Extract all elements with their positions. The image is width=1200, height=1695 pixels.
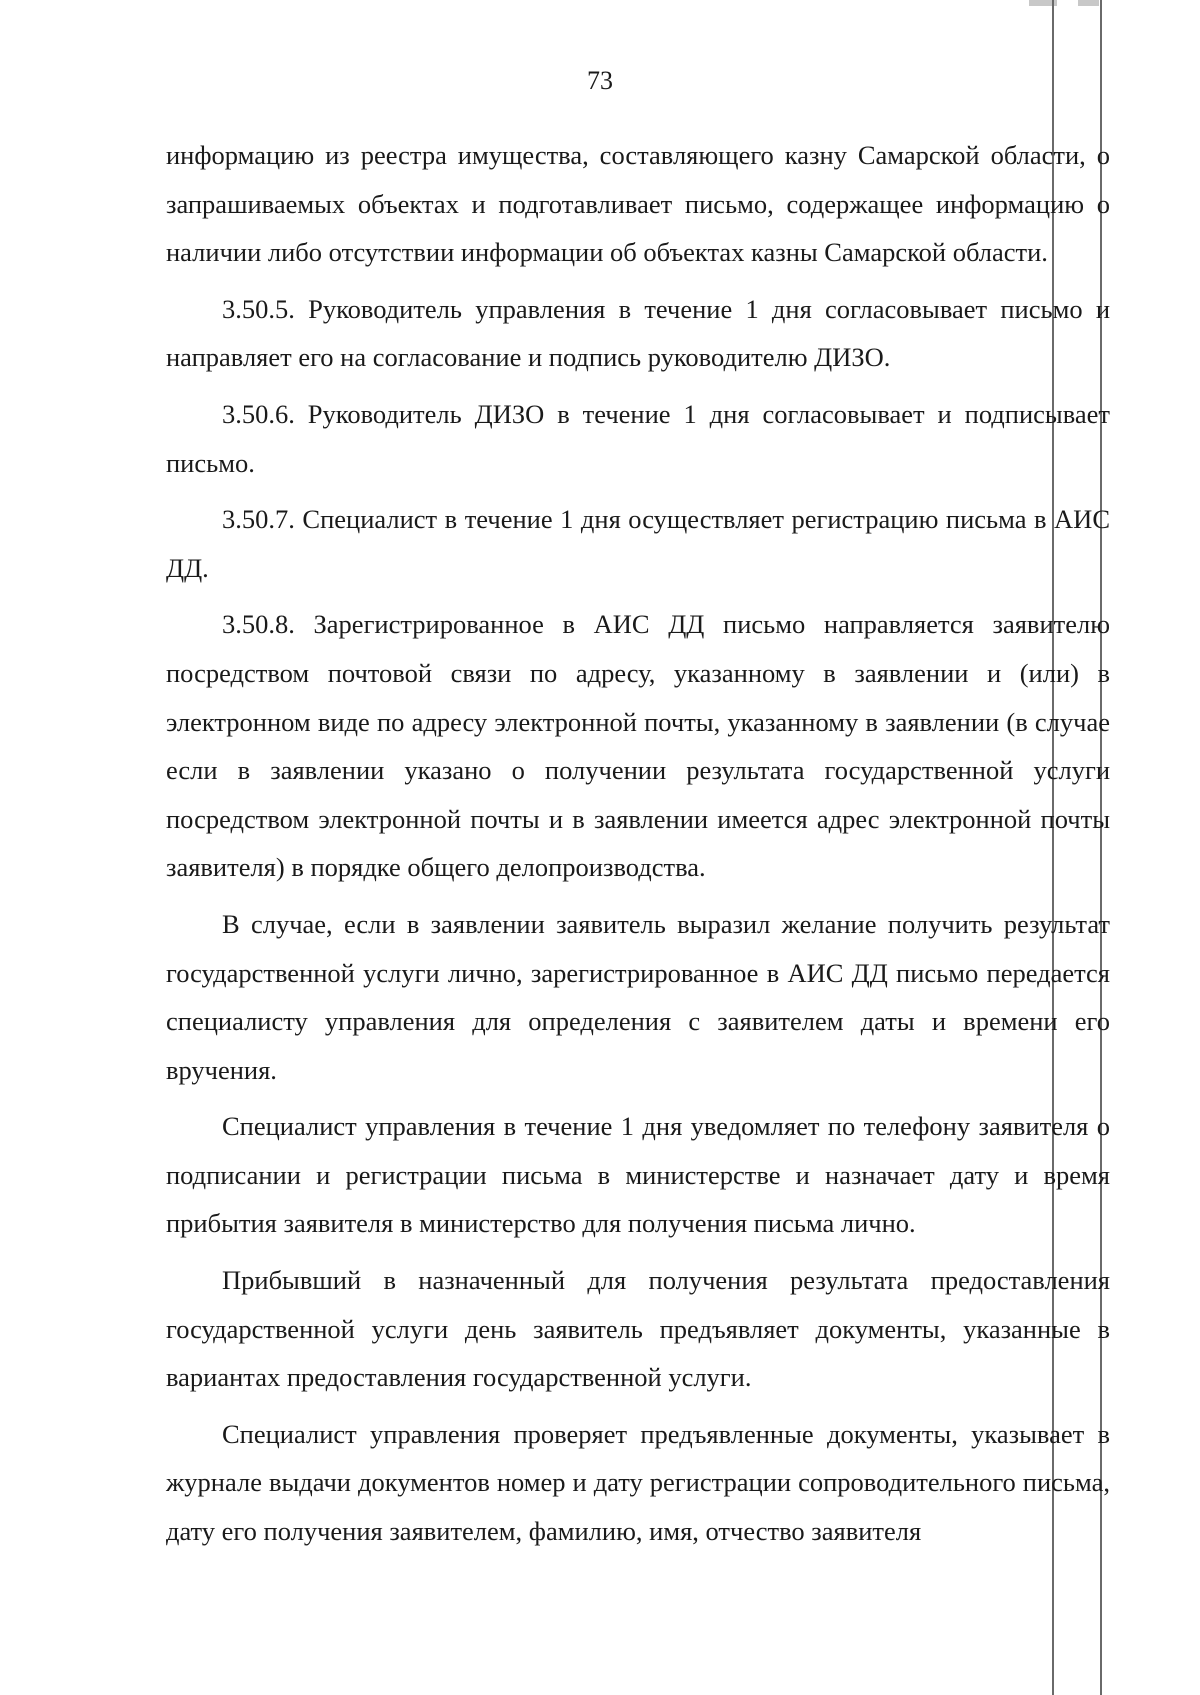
paragraph-continuation: информацию из реестра имущества, составляющего казну Самарской области, о запрашиваемых объектах и подготавливает письмо, содержащее информацию о наличии либо отсутствии информации об объектах казны Самарской области. (166, 140, 1110, 268)
paragraph-3-50-5: 3.50.5. Руководитель управления в течение 1 дня согласовывает письмо и направляет его на согласование и подпись руководителю ДИЗО. (166, 293, 1110, 373)
paragraph-phone-notice: Специалист управления в течение 1 дня уведомляет по телефону заявителя о подписании и регистрации письма в министерстве и назначает дату и время прибытия заявителя в министерство для получения письма лично. (166, 1111, 1110, 1239)
paragraph-document-check: Специалист управления проверяет предъявленные документы, указывает в журнале выдачи документов номер и дату регистрации сопроводительного письма, дату его получения заявителем, фамилию, имя, отчество заявителя (166, 1418, 1110, 1547)
paragraph-3-50-6: 3.50.6. Руководитель ДИЗО в течение 1 дня согласовывает и подписывает письмо. (166, 398, 1110, 478)
paragraph-3-50-8: 3.50.8. Зарегистрированное в АИС ДД письмо направляется заявителю посредством почтовой связи по адресу, указанному в заявлении и (или) в электронном виде по адресу электронной почты, указанному в заявлении (в случае если в заявлении указано о получении результата государственной услуги посредством электронной почты и в заявлении имеется адрес электронной почты заявителя) в порядке общего делопроизводства. (166, 609, 1110, 883)
paragraph-personal-receipt: В случае, если в заявлении заявитель выразил желание получить результат государственной услуги лично, зарегистрированное в АИС ДД письмо передается специалисту управления для определения с заявителем даты и времени его вручения. (166, 908, 1110, 1085)
document-body (166, 131, 1110, 1556)
page-number: 73 (587, 66, 613, 95)
scan-corner-mark (1015, 0, 1155, 6)
paragraph-arrival: Прибывший в назначенный для получения результата предоставления государственной услуги день заявитель предъявляет документы, указанные в вариантах предоставления государственной услуги. (166, 1265, 1110, 1393)
paragraph-3-50-7: 3.50.7. Специалист в течение 1 дня осуществляет регистрацию письма в АИС ДД. (166, 504, 1110, 583)
